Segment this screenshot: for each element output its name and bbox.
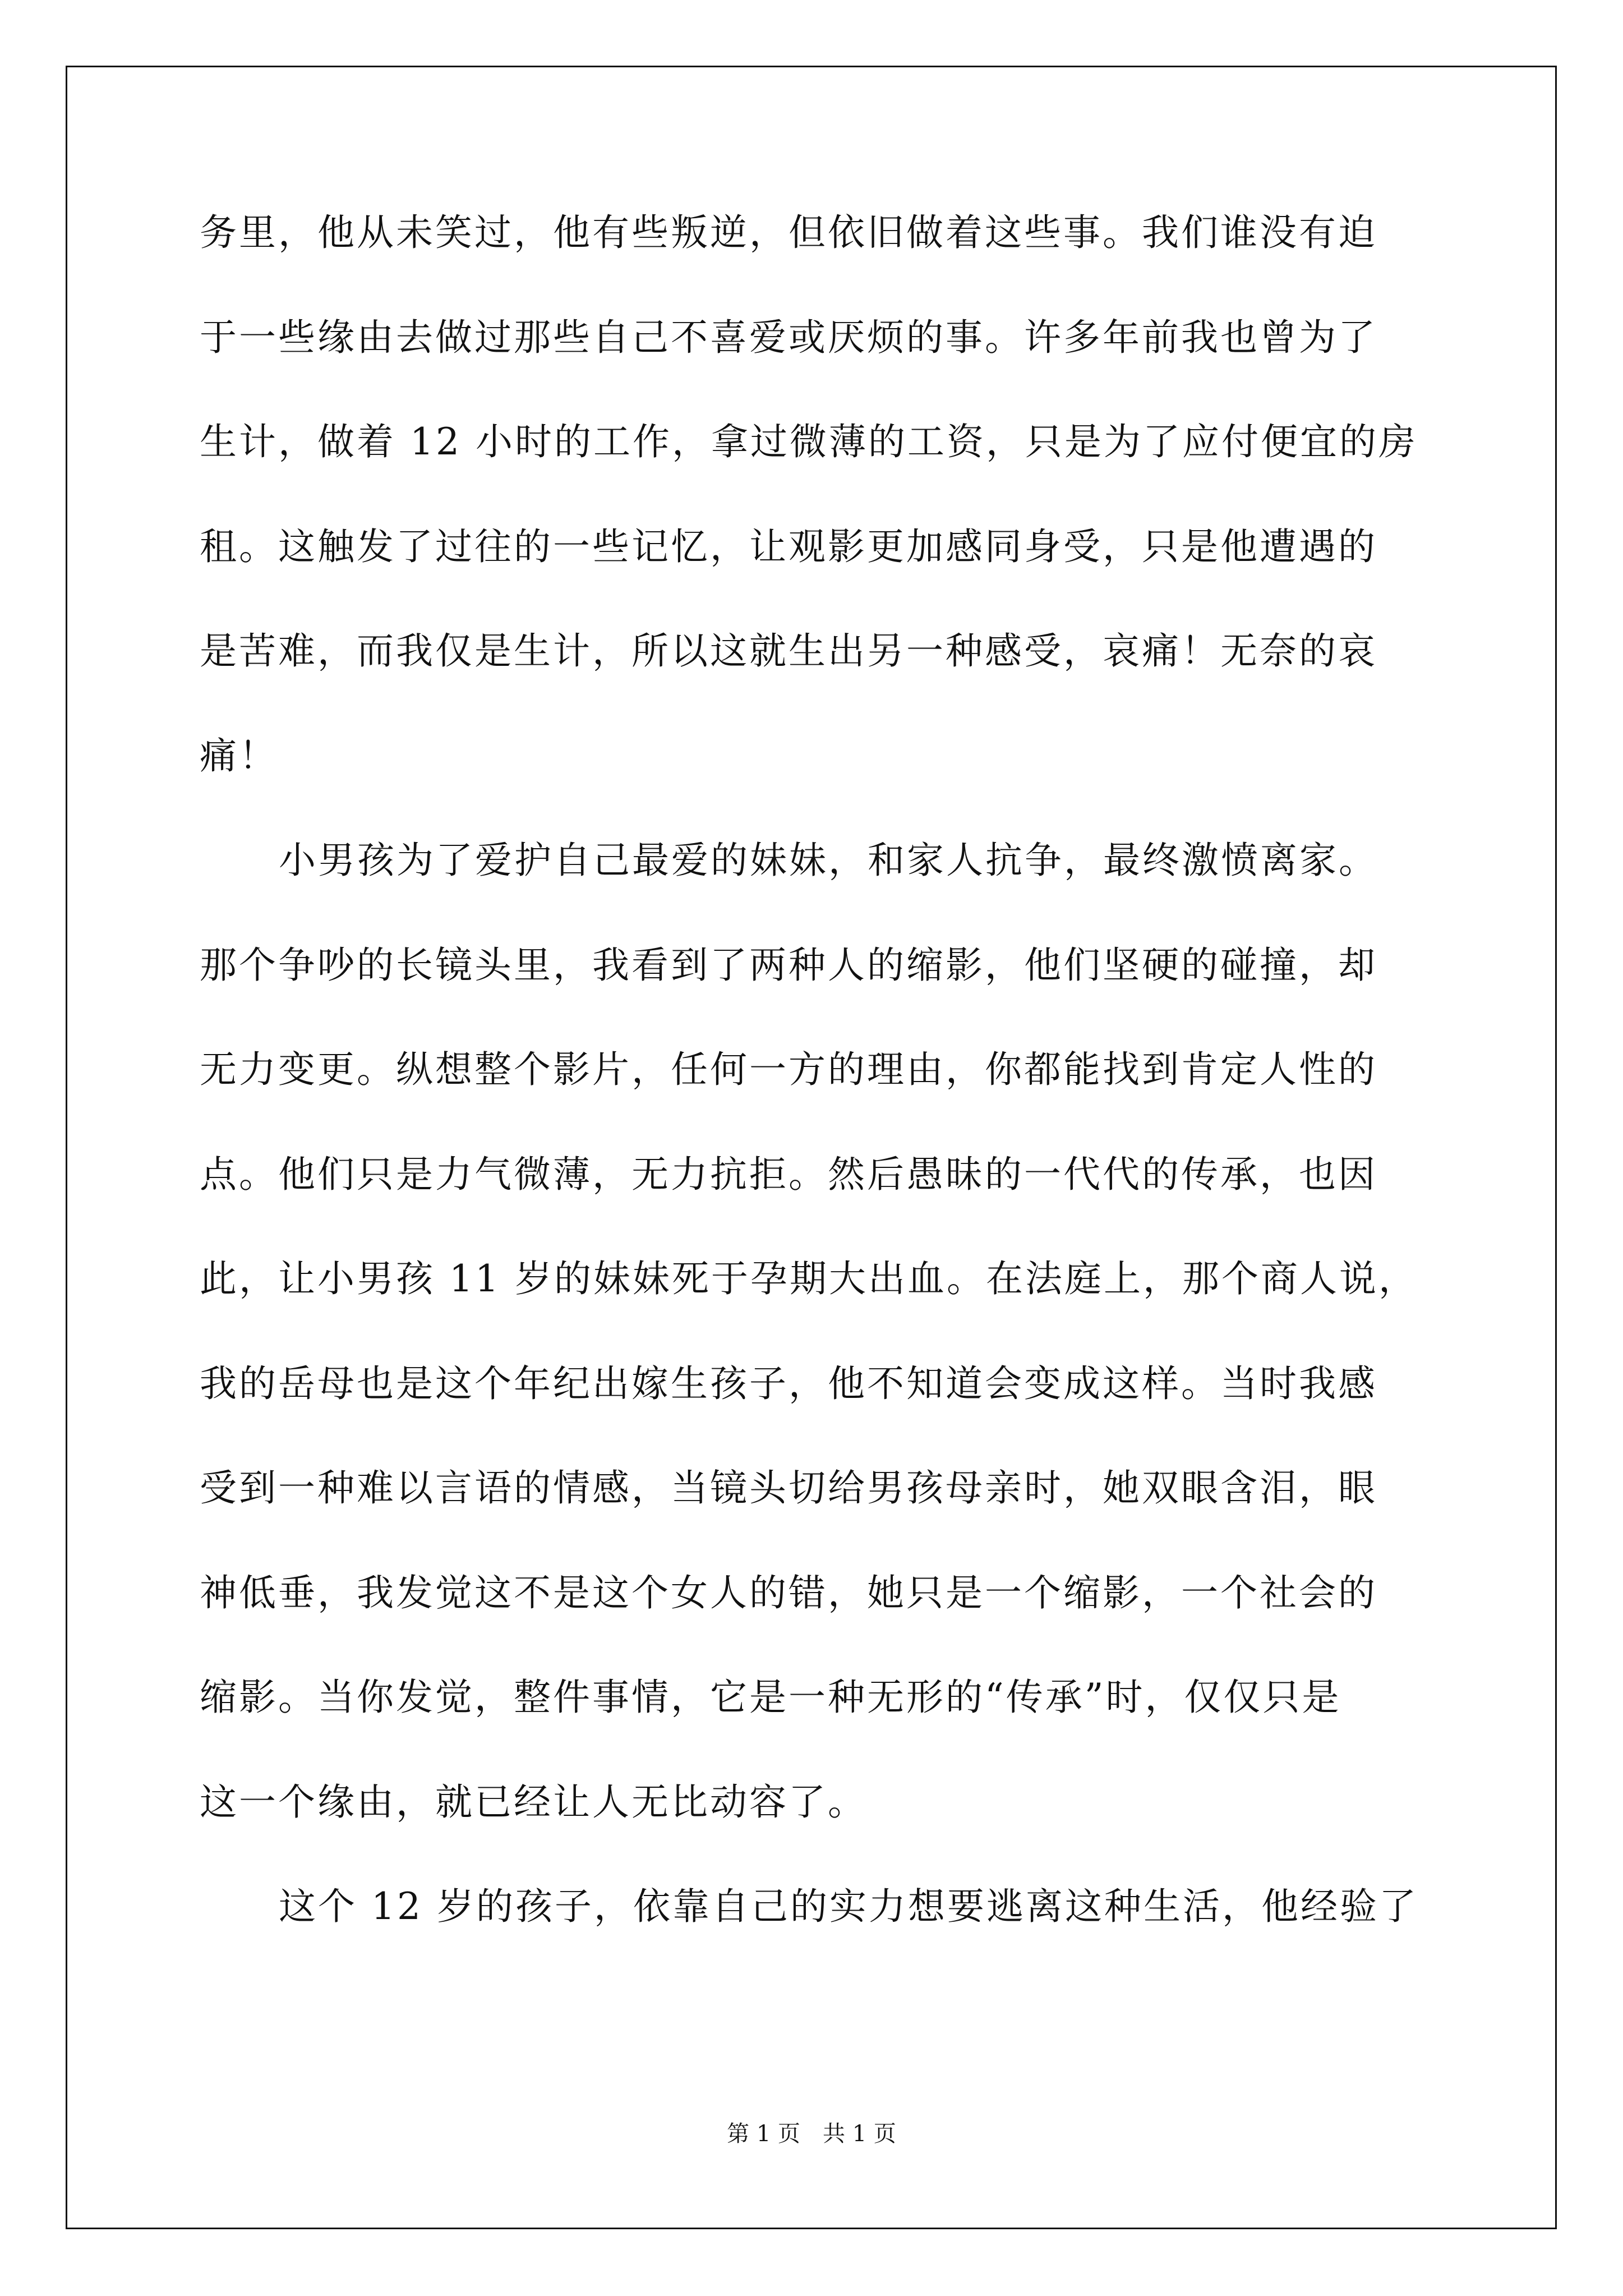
text-line: 于一些缘由去做过那些自己不喜爱或厌烦的事。许多年前我也曾为了 <box>200 316 1377 359</box>
text-line: 点。他们只是力气微薄，无力抗拒。然后愚昧的一代代的传承，也因 <box>200 1153 1377 1196</box>
text-line: 租。这触发了过往的一些记忆，让观影更加感同身受，只是他遭遇的 <box>200 525 1377 568</box>
text-line: 神低垂，我发觉这不是这个女人的错，她只是一个缩影，一个社会的 <box>200 1571 1377 1614</box>
text-line: 此，让小男孩 11 岁的妹妹死于孕期大出血。在法庭上，那个商人说， <box>200 1257 1418 1300</box>
paragraph-first-line: 这个 12 岁的孩子，依靠自己的实力想要逃离这种生活，他经验了 <box>279 1885 1418 1928</box>
text-line: 务里，他从未笑过，他有些叛逆，但依旧做着这些事。我们谁没有迫 <box>200 211 1377 254</box>
text-line: 那个争吵的长镜头里，我看到了两种人的缩影，他们坚硬的碰撞，却 <box>200 944 1377 987</box>
text-line: 无力变更。纵想整个影片，任何一方的理由，你都能找到肯定人性的 <box>200 1048 1377 1091</box>
text-line: 痛！ <box>200 734 278 777</box>
text-line: 我的岳母也是这个年纪出嫁生孩子，他不知道会变成这样。当时我感 <box>200 1362 1377 1405</box>
text-line: 缩影。当你发觉，整件事情，它是一种无形的“传承”时，仅仅只是 <box>200 1676 1341 1719</box>
text-line: 是苦难，而我仅是生计，所以这就生出另一种感受，哀痛！无奈的哀 <box>200 629 1377 673</box>
paragraph-first-line: 小男孩为了爱护自己最爱的妹妹，和家人抗争，最终激愤离家。 <box>279 839 1378 882</box>
text-line: 受到一种难以言语的情感，当镜头切给男孩母亲时，她双眼含泪，眼 <box>200 1466 1377 1510</box>
text-line: 这一个缘由，就已经让人无比动容了。 <box>200 1780 867 1824</box>
text-line: 生计，做着 12 小时的工作，拿过微薄的工资，只是为了应付便宜的房 <box>200 420 1418 463</box>
page-number-footer: 第 1 页 共 1 页 <box>727 2121 896 2147</box>
